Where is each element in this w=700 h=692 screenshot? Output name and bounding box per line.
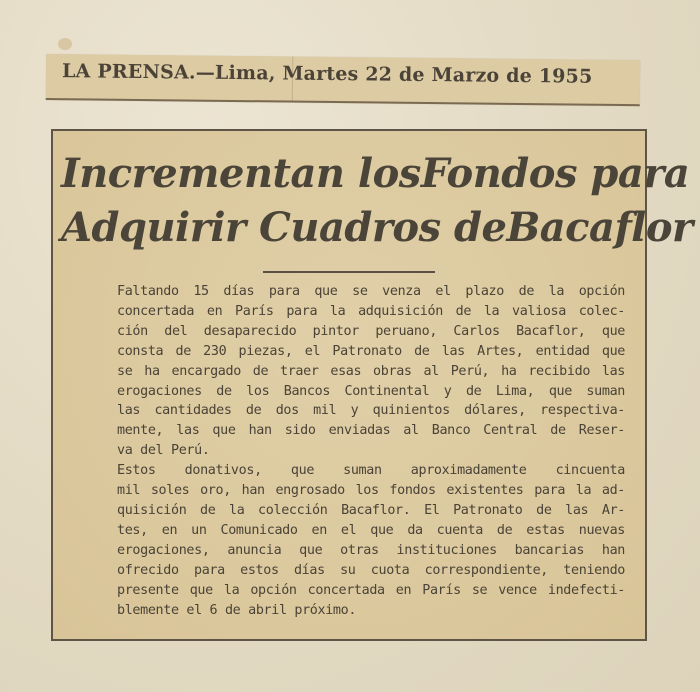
text-line: Estos donativos, que suman aproximadamente cincuenta — [117, 463, 625, 479]
dateline-clipping — [46, 54, 640, 106]
headline-line-1: Incrementan losFondos para — [61, 150, 690, 197]
article-clipping — [51, 129, 693, 641]
headline-line-2: Adquirir Cuadros deBacaflor — [61, 204, 693, 251]
paragraph-2 — [79, 461, 625, 620]
text-line: tes, en un Comunicado en el que da cuenta de estas nuevas — [117, 522, 625, 538]
headline — [61, 147, 693, 255]
text-line: mil soles oro, han engrosado los fondos existentes para la ad- — [117, 483, 625, 499]
text-line: erogaciones, anuncia que otras instituciones bancarias han — [117, 542, 625, 558]
article-body — [79, 282, 625, 620]
text-line: va del Perú. — [117, 443, 210, 459]
dateline-text: LA PRENSA.—Lima, Martes 22 de Marzo de 1955 — [61, 60, 593, 88]
text-line: las cantidades de dos mil y quinientos dólares, respectiva- — [117, 403, 625, 419]
text-line: Faltando 15 días para que se venza el plazo de la opción — [117, 284, 625, 299]
paper-stain — [58, 38, 72, 50]
text-line: presente que la opción concertada en París se vence indefecti- — [117, 582, 625, 598]
text-line: concertada en París para la adquisición de la valiosa colec- — [117, 303, 625, 319]
headline-rule — [263, 271, 435, 273]
text-line: blemente el 6 de abril próximo. — [117, 602, 357, 618]
text-line: quisición de la colección Bacaflor. El Patronato de las Ar- — [117, 502, 625, 518]
text-line: ofrecido para estos días su cuota correspondiente, teniendo — [117, 562, 625, 578]
text-line: mente, las que han sido enviadas al Banco Central de Reser- — [117, 423, 625, 439]
text-line: erogaciones de los Bancos Continental y de Lima, que suman — [117, 383, 625, 399]
text-line: ción del desaparecido pintor peruano, Carlos Bacaflor, que — [117, 323, 625, 339]
paragraph-1 — [79, 282, 625, 461]
text-line: consta de 230 piezas, el Patronato de las Artes, entidad que — [117, 343, 625, 359]
text-line: se ha encargado de traer esas obras al Perú, ha recibido las — [117, 363, 625, 379]
